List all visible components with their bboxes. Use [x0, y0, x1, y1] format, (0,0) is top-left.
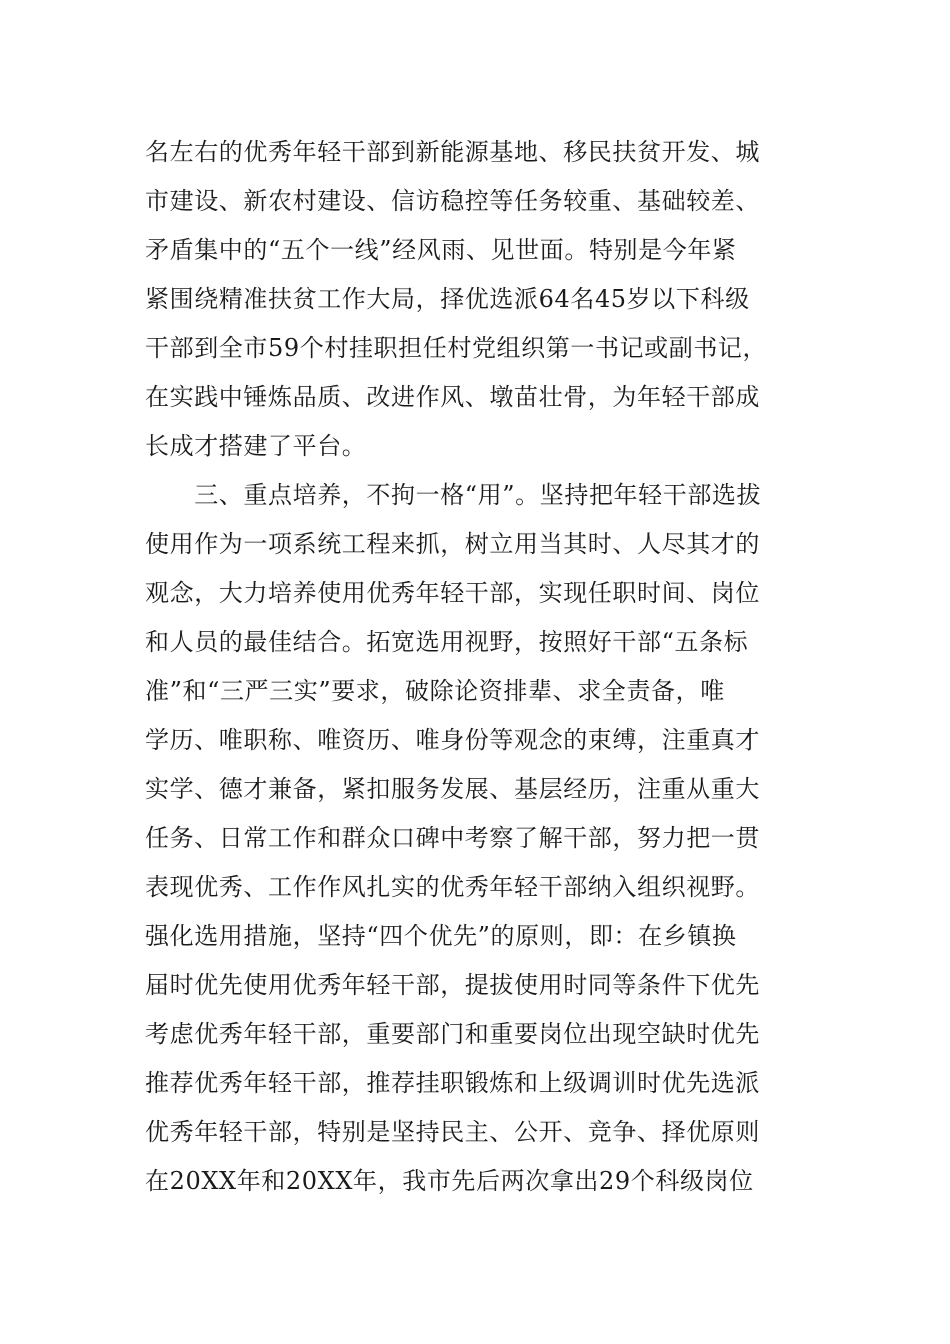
text-line: 长成才搭建了平台。: [145, 432, 367, 460]
text-line: 在实践中锤炼品质、改进作风、墩苗壮骨，为年轻干部成: [145, 383, 760, 411]
text-line: 观念，大力培养使用优秀年轻干部，实现任职时间、岗位: [145, 579, 760, 607]
text-line: 使用作为一项系统工程来抓，树立用当其时、人尽其才的: [145, 530, 760, 558]
text-line: 和人员的最佳结合。拓宽选用视野，按照好干部“五条标: [145, 628, 749, 656]
text-line: 准”和“三严三实”要求，破除论资排辈、求全责备，唯: [145, 677, 725, 705]
text-line: 考虑优秀年轻干部，重要部门和重要岗位出现空缺时优先: [145, 1020, 760, 1048]
text-line: 强化选用措施，坚持“四个优先”的原则，即：在乡镇换: [145, 922, 737, 950]
text-line: 表现优秀、工作作风扎实的优秀年轻干部纳入组织视野。: [145, 873, 760, 901]
text-line: 实学、德才兼备，紧扣服务发展、基层经历，注重从重大: [145, 775, 760, 803]
text-line: 名左右的优秀年轻干部到新能源基地、移民扶贫开发、城: [145, 138, 760, 166]
text-line: 紧围绕精准扶贫工作大局，择优选派64名45岁以下科级: [145, 285, 750, 313]
body-text: [145, 128, 810, 1206]
text-line: 学历、唯职称、唯资历、唯身份等观念的束缚，注重真才: [145, 726, 760, 754]
section-heading-line: 三、重点培养，不拘一格“用”。坚持把年轻干部选拔: [145, 481, 762, 509]
text-line: 推荐优秀年轻干部，推荐挂职锻炼和上级调训时优先选派: [145, 1069, 760, 1097]
text-line: 市建设、新农村建设、信访稳控等任务较重、基础较差、: [145, 187, 760, 215]
text-line: 届时优先使用优秀年轻干部，提拔使用时同等条件下优先: [145, 971, 760, 999]
text-line: 在20XX年和20XX年，我市先后两次拿出29个科级岗位: [145, 1167, 754, 1195]
text-line: 任务、日常工作和群众口碑中考察了解干部，努力把一贯: [145, 824, 760, 852]
text-line: 优秀年轻干部，特别是坚持民主、公开、竞争、择优原则: [145, 1118, 760, 1146]
text-line: 干部到全市59个村挂职担任村党组织第一书记或副书记，: [145, 334, 768, 362]
text-line: 矛盾集中的“五个一线”经风雨、见世面。特别是今年紧: [145, 236, 737, 264]
